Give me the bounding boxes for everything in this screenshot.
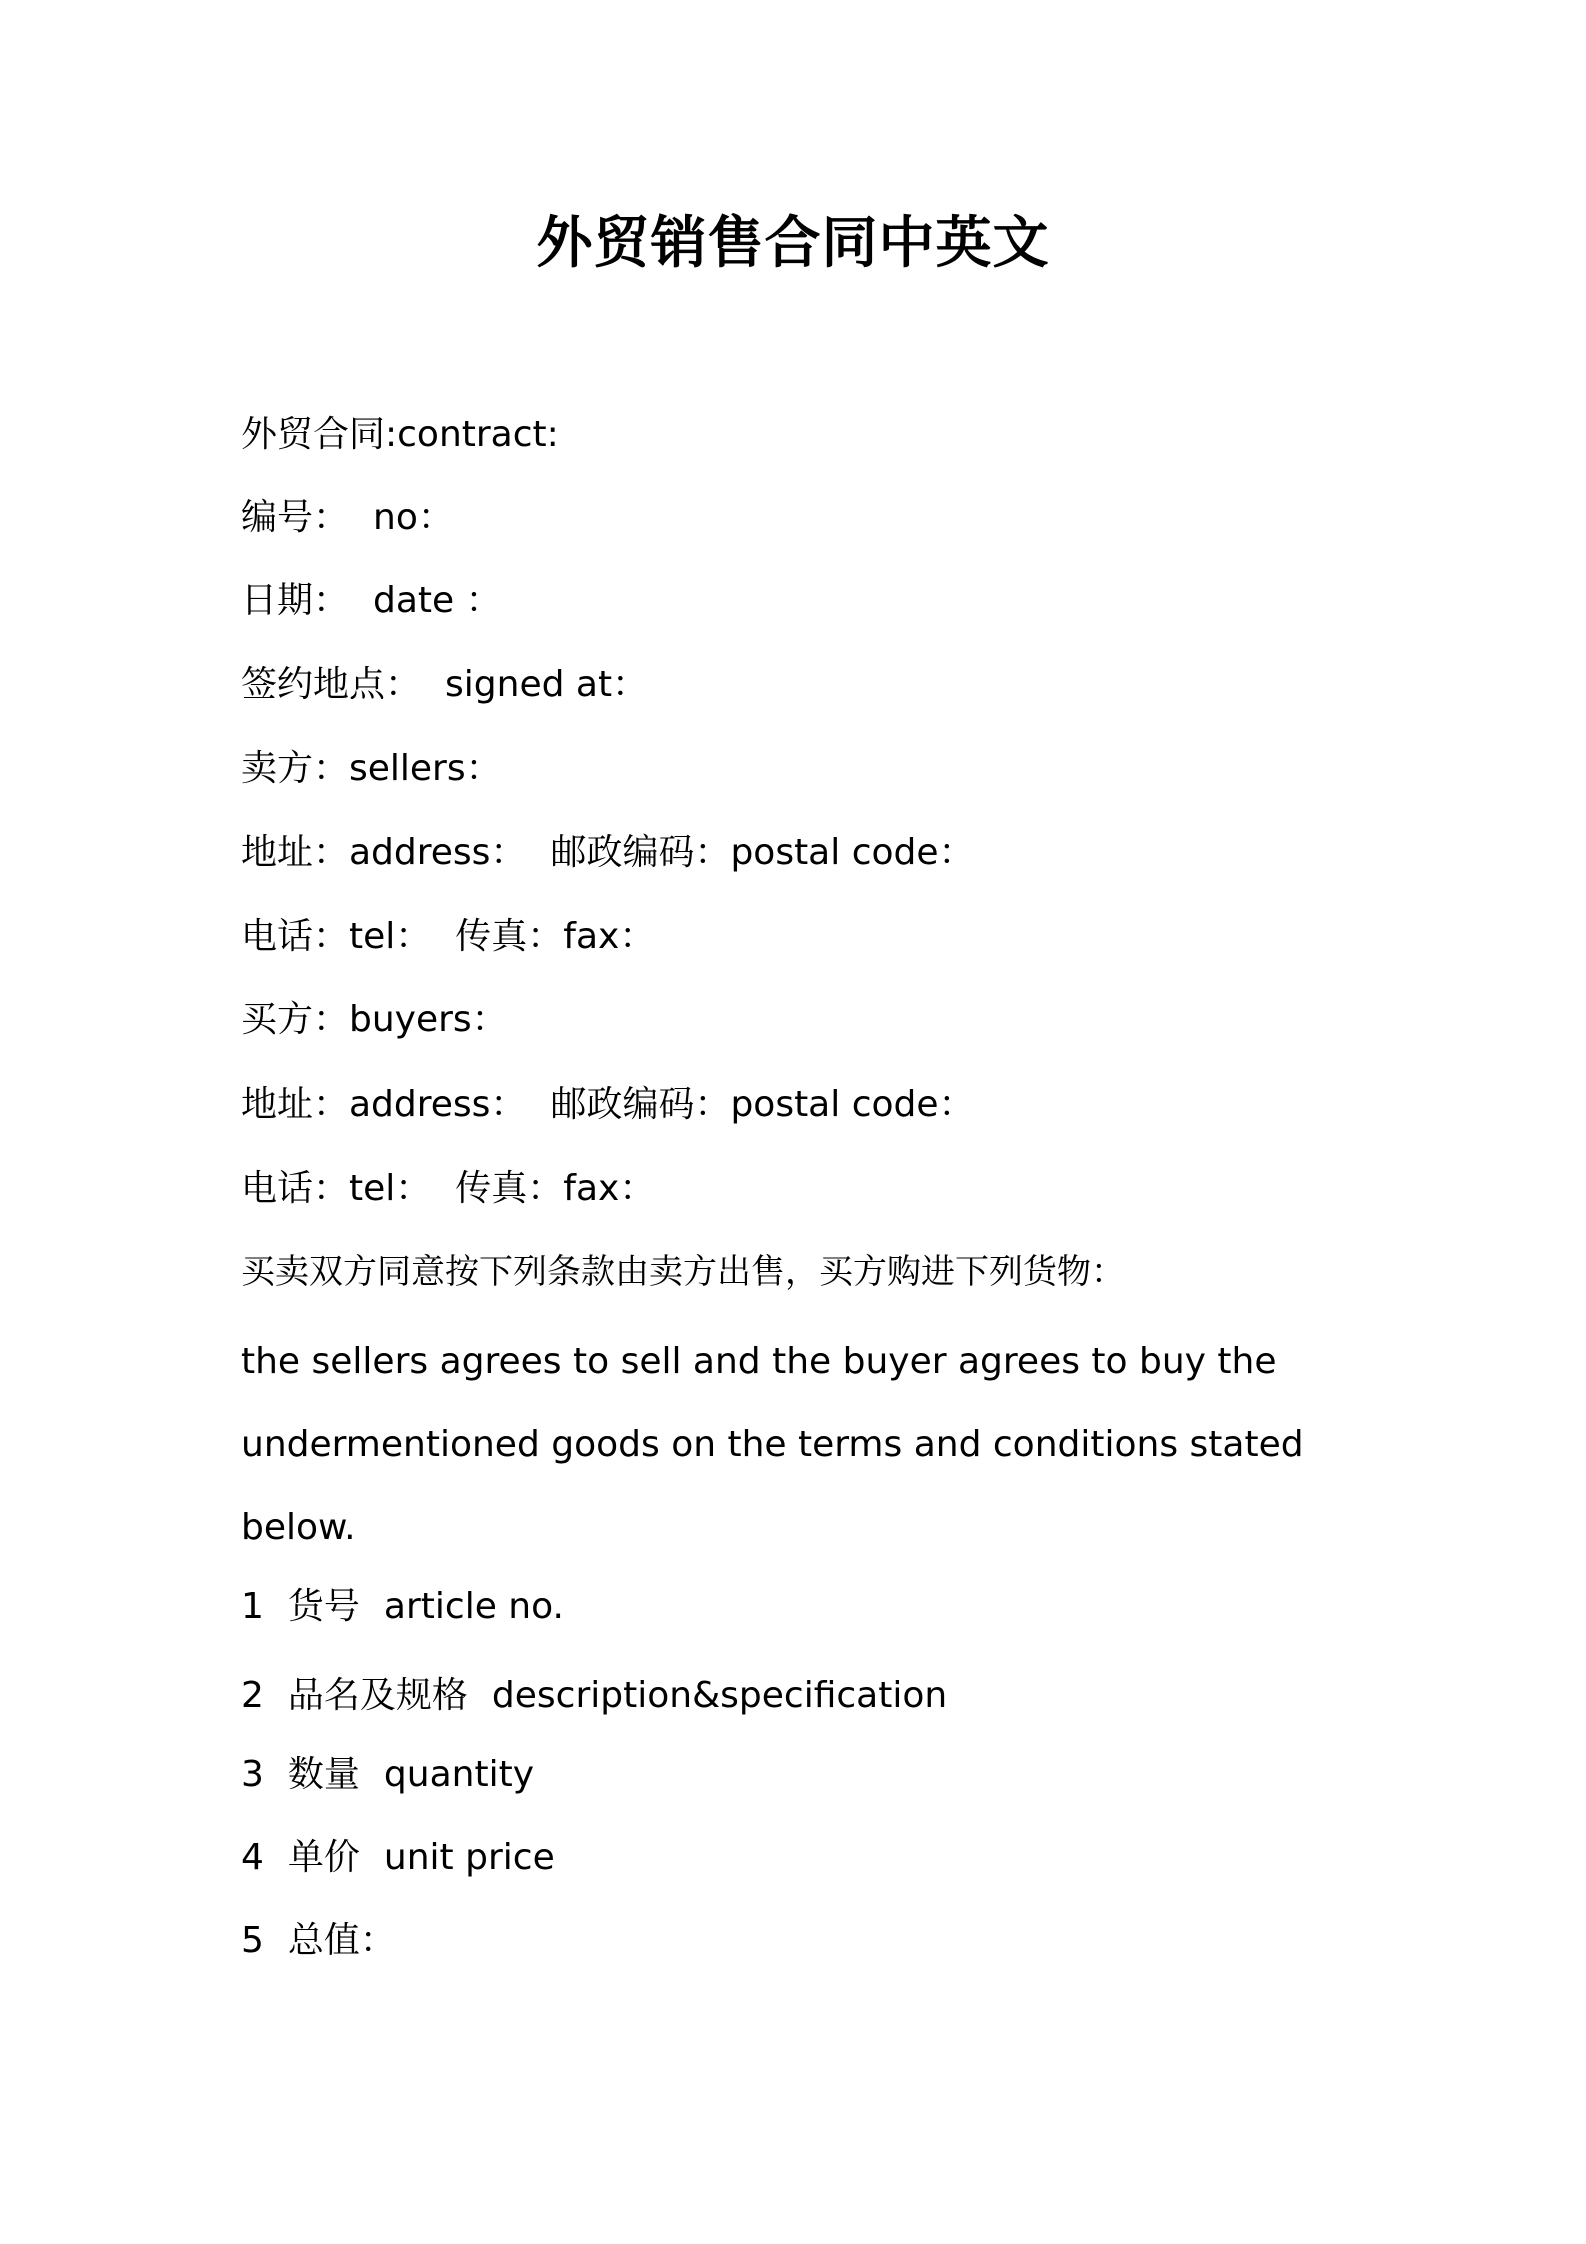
item-number: 5 [241,1920,264,1961]
signed-at-line [241,663,648,707]
item-label-en: description&specification [491,1675,948,1716]
buyer-postal-code-label: 邮政编码：postal code： [550,1084,975,1125]
item-number: 2 [241,1675,264,1716]
contract-line [241,413,559,457]
item-label-zh: 总值： [287,1920,396,1961]
sellers-label: 卖方：sellers： [241,748,502,789]
item-label-zh: 数量 [287,1754,360,1795]
buyer-fax-label: 传真：fax： [455,1168,656,1209]
item-unit-price [241,1836,555,1880]
agreement-en-2 [241,1423,1304,1467]
item-label-zh: 单价 [287,1837,360,1878]
seller-address-line [241,831,975,875]
document-title: 外贸销售合同中英文 [536,211,1050,276]
agreement-en-text-1: the sellers agrees to sell and the buyer agrees to buy the [241,1341,1277,1382]
seller-address-label: 地址：address： [241,832,527,873]
item-number: 1 [241,1586,264,1627]
item-total-value [241,1919,396,1963]
buyer-tel-label: 电话：tel： [241,1168,432,1209]
date-line [241,579,502,623]
item-label-zh: 货号 [287,1586,360,1627]
buyers-label: 买方：buyers： [241,999,508,1040]
item-description [241,1674,947,1718]
agreement-en-text-3: below. [241,1507,356,1548]
item-label-en: unit price [383,1837,555,1878]
buyer-address-label: 地址：address： [241,1084,527,1125]
item-label-zh: 品名及规格 [287,1675,468,1716]
agreement-zh [241,1250,1125,1294]
date-label-en: date ： [373,580,502,621]
item-number: 3 [241,1754,264,1795]
number-line [241,496,454,540]
seller-postal-code-label: 邮政编码：postal code： [550,832,975,873]
agreement-en-3 [241,1506,356,1550]
item-label-en: article no. [383,1586,564,1627]
item-label-en: quantity [383,1754,535,1795]
seller-contact-line [241,915,655,959]
item-article-no [241,1585,564,1629]
buyer-contact-line [241,1167,655,1211]
number-label-zh: 编号： [241,497,350,538]
sellers-line [241,747,502,791]
agreement-zh-text: 买卖双方同意按下列条款由卖方出售，买方购进下列货物： [241,1252,1125,1292]
item-quantity [241,1753,534,1797]
date-label-zh: 日期： [241,580,350,621]
agreement-en-1 [241,1340,1277,1384]
seller-tel-label: 电话：tel： [241,916,432,957]
number-label-en: no： [373,497,454,538]
agreement-en-text-2: undermentioned goods on the terms and conditions stated [241,1424,1304,1465]
contract-label: 外贸合同:contract: [241,414,559,455]
signed-at-label-zh: 签约地点： [241,664,422,705]
buyer-address-line [241,1083,975,1127]
seller-fax-label: 传真：fax： [455,916,656,957]
item-number: 4 [241,1837,264,1878]
buyers-line [241,998,508,1042]
signed-at-label-en: signed at： [445,664,649,705]
